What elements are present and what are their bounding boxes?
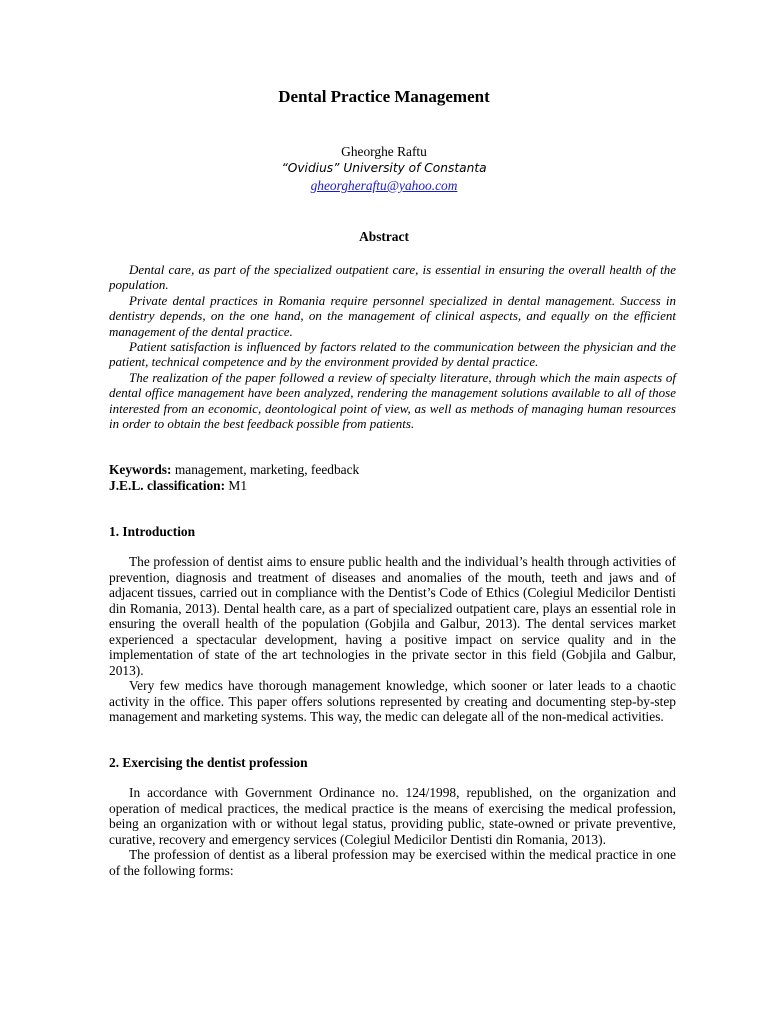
jel-label: J.E.L. classification: xyxy=(109,478,226,493)
body-paragraph: In accordance with Government Ordinance no. 124/1998, republished, on the organization and operation of medical practices, the medical practice is the means of exercising the medical profession, being an organization with or without legal status, providing public, state-owned or private preventive, curative, recovery and emergency services (Colegiul Medicilor Dentisti din Romania, 2013). xyxy=(109,785,676,847)
jel-line xyxy=(109,478,676,494)
section-heading-introduction: 1. Introduction xyxy=(109,524,196,539)
body-paragraph: The profession of dentist aims to ensure public health and the individual’s health through activities of prevention, diagnosis and treatment of diseases and anomalies of the mouth, teeth and jaws and of adjacent tissues, carried out in compliance with the Dentist’s Code of Ethics (Colegiul Medicilor Dentisti din Romania, 2013). Dental health care, as a part of specialized outpatient care, plays an essential role in ensuring the overall health of the population (Gobjila and Galbur, 2013). The dental services market experienced a spectacular development, having a positive impact on service quality and in the implementation of state of the art technologies in the private sector in this field (Gobjila and Galbur, 2013). xyxy=(109,554,676,678)
author-name: Gheorghe Raftu xyxy=(341,144,427,159)
keywords-line xyxy=(109,462,676,478)
abstract-paragraph: Dental care, as part of the specialized outpatient care, is essential in ensuring the overall health of the population. xyxy=(109,262,676,293)
keywords-label: Keywords: xyxy=(109,462,172,477)
body-paragraph: The profession of dentist as a liberal profession may be exercised within the medical practice in one of the following forms: xyxy=(109,847,676,878)
abstract-paragraph: Private dental practices in Romania require personnel specialized in dental management. Success in dentistry depends, on the one hand, on the management of clinical aspects, and equally on the efficient management of the dental practice. xyxy=(109,292,676,339)
abstract-paragraph: The realization of the paper followed a review of specialty literature, through which the main aspects of dental office management have been analyzed, rendering the management solutions available to all of those interested from an economic, deontological point of view, as well as methods of managing human resources in order to obtain the best feedback possible from patients. xyxy=(109,369,676,432)
abstract-paragraph: Patient satisfaction is influenced by factors related to the communication between the physician and the patient, technical competence and by the environment provided by dental practice. xyxy=(109,339,676,370)
abstract-heading: Abstract xyxy=(359,229,409,244)
paper-title: Dental Practice Management xyxy=(278,87,490,106)
section-heading-dentist-profession: 2. Exercising the dentist profession xyxy=(109,755,308,770)
author-affiliation: “Ovidius” University of Constanta xyxy=(281,161,487,175)
body-paragraph: Very few medics have thorough management knowledge, which sooner or later leads to a chaotic activity in the office. This paper offers solutions represented by creating and documenting step-by-step management and marketing systems. This way, the medic can delegate all of the non-medical activities. xyxy=(109,678,676,724)
jel-value: M1 xyxy=(228,478,248,493)
section-body-dentist-profession xyxy=(109,785,676,878)
keywords-value: management, marketing, feedback xyxy=(174,462,360,477)
email-link[interactable]: gheorgheraftu@yahoo.com xyxy=(310,178,458,193)
abstract-body xyxy=(109,262,676,431)
author-email xyxy=(0,178,768,194)
keywords-block xyxy=(109,462,676,494)
section-body-introduction xyxy=(109,554,676,725)
